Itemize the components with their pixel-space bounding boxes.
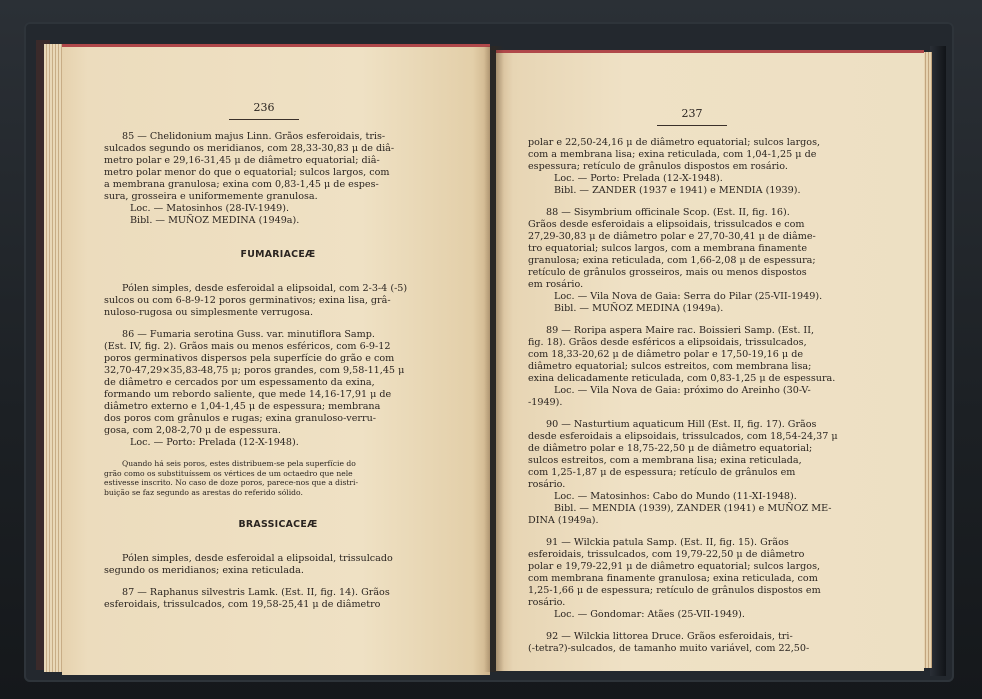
paragraph-line: Pólen simples, desde esferoidal a elipsoidal, com 2-3-4 (-5) (122, 283, 408, 294)
left-page-text (104, 131, 452, 611)
spacer (528, 315, 884, 325)
text-line: tro equatorial; sulcos largos, com a membrana finamente (528, 243, 808, 254)
locality-line: Loc. — Porto: Prelada (12-X-1948). (554, 173, 723, 184)
text-line: dos poros com grânulos e rugas; exina granuloso-verru- (104, 413, 377, 424)
family-heading: BRASSICACEÆ (238, 519, 318, 531)
text-line: (Est. IV, fig. 2). Grãos mais ou menos esféricos, com 6-9-12 (104, 341, 391, 352)
text-line: em rosário. (528, 279, 584, 290)
text-line: metro polar e 29,16-31,45 μ de diâmetro equatorial; diâ- (104, 155, 380, 166)
text-line: exina delicadamente reticulada, com 0,83-1,25 μ de espessura. (528, 373, 836, 384)
paragraph-line: 87 — Raphanus silvestris Lamk. (Est. II, fig. 14). Grãos (122, 587, 390, 599)
locality-line: Loc. — Porto: Prelada (12-X-1948). (130, 437, 299, 448)
page-number: 237 (681, 107, 703, 120)
text-line: (-tetra?)-sulcados, de tamanho muito variável, com 22,50- (528, 643, 810, 654)
text-line: de diâmetro e cercados por um espessamento da exina, (104, 377, 375, 388)
text-line: poros germinativos dispersos pela superfície do grão e com (104, 353, 395, 364)
spacer (104, 497, 452, 519)
spacer (528, 621, 884, 631)
text-line: desde esferoidais a elipsoidais, trissulcados, com 18,54-24,37 μ (528, 431, 838, 442)
text-line: diâmetro externo e 1,04-1,45 μ de espessura; membrana (104, 401, 381, 412)
family-heading: FUMARIACEÆ (240, 249, 316, 260)
spacer (528, 527, 884, 537)
paragraph-line: 88 — Sisymbrium officinale Scop. (Est. II, fig. 16). (546, 207, 790, 218)
paragraph-line: 86 — Fumaria serotina Guss. var. minutiflora Samp. (122, 329, 375, 340)
text-line: a membrana granulosa; exina com 0,83-1,45 μ de espes- (104, 179, 379, 190)
text-line: rosário. (528, 479, 566, 490)
right-page (496, 50, 924, 671)
text-line: formando um rebordo saliente, que mede 14,16-17,91 μ de (104, 389, 392, 400)
text-line: 1,25-1,66 μ de espessura; retículo de grânulos dispostos em (528, 585, 821, 596)
footnote-line: buição se faz segundo as arestas do referido sólido. (104, 487, 303, 497)
text-line: 27,29-30,83 μ de diâmetro polar e 27,70-30,41 μ de diâme- (528, 231, 816, 242)
spacer (104, 531, 452, 553)
paragraph-line: 85 — Chelidonium majus Linn. Grãos esferoidais, tris- (122, 131, 386, 142)
locality-line: Loc. — Vila Nova de Gaia: Serra do Pilar (25-VII-1949). (554, 291, 823, 302)
paragraph-line: 90 — Nasturtium aquaticum Hill (Est. II, fig. 17). Grãos (546, 419, 817, 430)
locality-line: Loc. — Matosinhos: Cabo do Mundo (11-XI-1948). (554, 491, 797, 502)
paragraph-line: 91 — Wilckia patula Samp. (Est. II, fig. 15). Grãos (546, 537, 789, 548)
text-line: retículo de grânulos grosseiros, mais ou menos dispostos (528, 267, 807, 278)
paragraph-line: 92 — Wilckia littorea Druce. Grãos esferoidais, tri- (546, 631, 793, 642)
text-line: com 18,33-20,62 μ de diâmetro polar e 17,50-19,16 μ de (528, 349, 804, 360)
text-line: 32,70-47,29×35,83-48,75 μ; poros grandes, com 9,58-11,45 μ (104, 365, 405, 376)
left-page (62, 44, 490, 675)
spacer (104, 261, 452, 283)
text-line: com membrana finamente granulosa; exina reticulada, com (528, 573, 818, 584)
text-line: sulcos ou com 6-8-9-12 poros germinativos; exina lisa, grâ- (104, 295, 391, 306)
text-line: polar e 19,79-22,91 μ de diâmetro equatorial; sulcos largos, (528, 561, 821, 572)
text-line: sulcados segundo os meridianos, com 28,33-30,83 μ de diâ- (104, 143, 395, 154)
text-line: Grãos desde esferoidais a elipsoidais, trissulcados e com (528, 219, 805, 230)
text-line: de diâmetro polar e 18,75-22,50 μ de diâmetro equatorial; (528, 443, 813, 454)
header-rule (229, 119, 299, 120)
footnote-line: grão como os substituíssem os vértices de um octaedro que nele (104, 468, 353, 478)
footnote-line: estivesse inscrito. No caso de doze poros, parece-nos que a distri- (104, 478, 359, 488)
text-line: com a membrana lisa; exina reticulada, com 1,04-1,25 μ de (528, 149, 817, 160)
text-line: esferoidais, trissulcados, com 19,79-22,50 μ de diâmetro (528, 549, 805, 560)
locality-line: Bibl. — MUÑOZ MEDINA (1949a). (554, 303, 724, 314)
text-line: metro polar menor do que o equatorial; sulcos largos, com (104, 167, 390, 178)
spacer (104, 227, 452, 249)
paragraph-line: Pólen simples, desde esferoidal a elipsoidal, trissulcado (122, 553, 393, 565)
text-line: granulosa; exina reticulada, com 1,66-2,08 μ de espessura; (528, 255, 816, 266)
header-rule (657, 125, 727, 126)
cover-right-edge (930, 46, 946, 676)
text-line: fig. 18). Grãos desde esféricos a elipsoidais, trissulcados, (528, 337, 807, 348)
text-line: segundo os meridianos; exina reticulada. (104, 565, 304, 577)
footnote-line: Quando há seis poros, estes distribuem-se pela superfície do (122, 459, 356, 468)
paragraph-line: 89 — Roripa aspera Maire rac. Boissieri Samp. (Est. II, (546, 325, 815, 336)
spacer (104, 319, 452, 329)
text-line: esferoidais, trissulcados, com 19,58-25,41 μ de diâmetro (104, 599, 381, 611)
page-number: 236 (253, 101, 275, 114)
locality-line: Bibl. — MENDIA (1939), ZANDER (1941) e MUÑOZ ME- (554, 503, 832, 514)
spacer (104, 577, 452, 587)
text-line: -1949). (528, 397, 563, 408)
text-line: DINA (1949a). (528, 515, 599, 526)
text-line: gosa, com 2,08-2,70 μ de espessura. (104, 425, 281, 436)
text-line: com 1,25-1,87 μ de espessura; retículo de grânulos em (528, 467, 796, 478)
spacer (528, 409, 884, 419)
locality-line: Bibl. — MUÑOZ MEDINA (1949a). (130, 215, 300, 226)
text-line: sulcos estreitos, com a membrana lisa; exina reticulada, (528, 455, 802, 466)
right-page-text (528, 137, 884, 655)
locality-line: Bibl. — ZANDER (1937 e 1941) e MENDIA (1939). (554, 185, 801, 196)
spacer (528, 197, 884, 207)
text-line: nuloso-rugosa ou simplesmente verrugosa. (104, 307, 314, 318)
spacer (104, 449, 452, 459)
text-line: sura, grosseira e uniformemente granulosa. (104, 191, 318, 202)
locality-line: Loc. — Vila Nova de Gaia: próximo do Areinho (30-V- (554, 385, 811, 396)
text-line: polar e 22,50-24,16 μ de diâmetro equatorial; sulcos largos, (528, 137, 821, 148)
text-line: espessura; retículo de grânulos dispostos em rosário. (528, 161, 788, 172)
locality-line: Loc. — Gondomar: Atães (25-VII-1949). (554, 609, 745, 620)
left-page-stack (44, 44, 64, 672)
book-gutter (484, 46, 504, 672)
locality-line: Loc. — Matosinhos (28-IV-1949). (130, 203, 290, 214)
text-line: rosário. (528, 597, 566, 608)
text-line: diâmetro equatorial; sulcos estreitos, com membrana lisa; (528, 361, 812, 372)
